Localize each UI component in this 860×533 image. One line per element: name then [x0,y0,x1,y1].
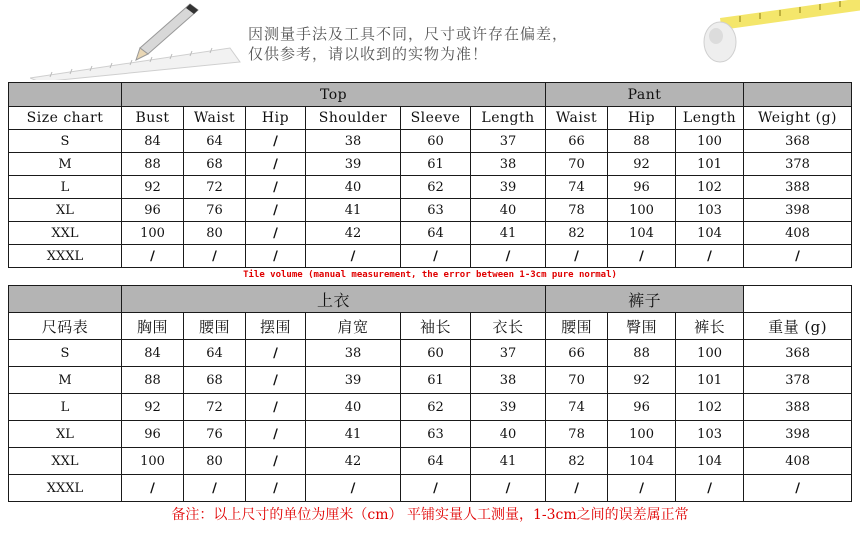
cell-waist: / [184,245,246,268]
cell-sleeve: / [401,475,471,502]
cell-shoulder: 41 [306,421,401,448]
cell-size: XXL [9,222,122,245]
group-header-row [9,83,852,107]
column-header-weight: Weight (g) [744,107,852,130]
cell-sleeve: 64 [401,448,471,475]
column-header-pant-hip: Hip [608,107,676,130]
cell-pant-waist: 78 [546,199,608,222]
cell-weight: 388 [744,176,852,199]
cell-waist: 76 [184,421,246,448]
table-row [9,421,852,448]
cell-sleeve: 60 [401,130,471,153]
cell-length: / [471,245,546,268]
cell-pant-waist: 78 [546,421,608,448]
column-header-row [9,107,852,130]
cell-bust: 88 [122,367,184,394]
cell-sleeve: 61 [401,367,471,394]
cell-sleeve: 63 [401,421,471,448]
cell-bust: / [122,245,184,268]
column-header-weight: 重量 (g) [744,313,852,340]
cell-pant-hip: 104 [608,222,676,245]
column-header-length: 衣长 [471,313,546,340]
cell-hip: / [246,367,306,394]
cell-weight: 368 [744,340,852,367]
cell-pant-hip: 96 [608,176,676,199]
cell-shoulder: 42 [306,222,401,245]
cell-weight: 398 [744,421,852,448]
cell-hip: / [246,448,306,475]
cell-pant-waist: 74 [546,394,608,421]
cell-shoulder: 39 [306,367,401,394]
cell-waist: 80 [184,222,246,245]
table-row [9,153,852,176]
cell-shoulder: 40 [306,394,401,421]
cell-bust: 100 [122,448,184,475]
cell-pant-length: 103 [676,421,744,448]
cell-bust: 100 [122,222,184,245]
cell-waist: 80 [184,448,246,475]
cell-length: 41 [471,448,546,475]
column-header-row [9,313,852,340]
table-row [9,367,852,394]
group-pant-header: Pant [546,83,744,107]
cell-hip: / [246,421,306,448]
header-blank-cell [744,286,852,313]
cell-length: 38 [471,153,546,176]
header-blank-cell [9,83,122,107]
cell-pant-hip: 96 [608,394,676,421]
notice-line-1: 因测量手法及工具不同，尺寸或许存在偏差， [248,25,569,43]
cell-sleeve: 60 [401,340,471,367]
cell-size: XL [9,199,122,222]
cell-weight: 368 [744,130,852,153]
cell-bust: 84 [122,340,184,367]
table-row [9,475,852,502]
cell-bust: 88 [122,153,184,176]
cell-shoulder: 38 [306,130,401,153]
cell-hip: / [246,222,306,245]
cell-waist: / [184,475,246,502]
cell-pant-length: 100 [676,340,744,367]
group-top-header: 上衣 [122,286,546,313]
group-top-header: Top [122,83,546,107]
size-chart-table-english [8,82,852,268]
cell-bust: / [122,475,184,502]
cell-hip: / [246,130,306,153]
cell-pant-length: 102 [676,176,744,199]
column-header-pant-length: 裤长 [676,313,744,340]
table-row [9,222,852,245]
cell-waist: 68 [184,153,246,176]
column-header-bust: Bust [122,107,184,130]
cell-length: 39 [471,394,546,421]
cell-pant-length: 101 [676,153,744,176]
table-row [9,340,852,367]
table-row [9,245,852,268]
column-header-hip: Hip [246,107,306,130]
cell-pant-length: 104 [676,222,744,245]
column-header-pant-length: Length [676,107,744,130]
cell-sleeve: 62 [401,176,471,199]
size-chart-table-chinese [8,285,852,502]
cell-pant-waist: 70 [546,153,608,176]
cell-length: 39 [471,176,546,199]
cell-length: 37 [471,130,546,153]
cell-weight: 388 [744,394,852,421]
cell-waist: 72 [184,176,246,199]
column-header-pant-waist: Waist [546,107,608,130]
cell-shoulder: 40 [306,176,401,199]
cell-pant-waist: 74 [546,176,608,199]
cell-sleeve: 63 [401,199,471,222]
cell-sleeve: 62 [401,394,471,421]
cell-shoulder: / [306,475,401,502]
cell-hip: / [246,153,306,176]
cell-hip: / [246,475,306,502]
cell-length: 37 [471,340,546,367]
cell-size: M [9,153,122,176]
cell-bust: 84 [122,130,184,153]
cell-pant-hip: 104 [608,448,676,475]
cell-weight: 408 [744,448,852,475]
cell-pant-waist: 66 [546,130,608,153]
cell-pant-length: 103 [676,199,744,222]
column-header-sleeve: 袖长 [401,313,471,340]
size-rows-english [9,130,852,268]
cell-hip: / [246,340,306,367]
column-header-size: 尺码表 [9,313,122,340]
cell-length: / [471,475,546,502]
table-row [9,394,852,421]
table-row [9,176,852,199]
cell-pant-waist: / [546,245,608,268]
cell-bust: 96 [122,421,184,448]
cell-length: 41 [471,222,546,245]
cell-shoulder: / [306,245,401,268]
cell-pant-hip: 92 [608,367,676,394]
pencil-icon [130,2,200,62]
cell-bust: 92 [122,394,184,421]
column-header-pant-hip: 臀围 [608,313,676,340]
cell-shoulder: 41 [306,199,401,222]
measuring-tape-icon [690,0,860,80]
cell-weight: / [744,245,852,268]
cell-bust: 96 [122,199,184,222]
column-header-length: Length [471,107,546,130]
cell-size: L [9,176,122,199]
cell-pant-length: 100 [676,130,744,153]
cell-sleeve: 64 [401,222,471,245]
column-header-shoulder: 肩宽 [306,313,401,340]
cell-hip: / [246,245,306,268]
cell-sleeve: 61 [401,153,471,176]
cell-pant-hip: / [608,245,676,268]
cell-pant-length: 101 [676,367,744,394]
cell-pant-hip: / [608,475,676,502]
column-header-shoulder: Shoulder [306,107,401,130]
cell-shoulder: 39 [306,153,401,176]
cell-length: 38 [471,367,546,394]
measurement-note-english: Tile volume (manual measurement, the error between 1-3cm pure normal) [243,270,617,280]
column-header-bust: 胸围 [122,313,184,340]
cell-waist: 72 [184,394,246,421]
table-row [9,199,852,222]
cell-weight: 398 [744,199,852,222]
cell-hip: / [246,394,306,421]
cell-weight: 378 [744,153,852,176]
cell-weight: 378 [744,367,852,394]
cell-length: 40 [471,421,546,448]
cell-size: S [9,130,122,153]
column-header-pant-waist: 腰围 [546,313,608,340]
cell-pant-hip: 92 [608,153,676,176]
cell-hip: / [246,176,306,199]
column-header-sleeve: Sleeve [401,107,471,130]
cell-waist: 68 [184,367,246,394]
cell-pant-length: / [676,245,744,268]
cell-shoulder: 42 [306,448,401,475]
group-header-row [9,286,852,313]
cell-length: 40 [471,199,546,222]
cell-pant-waist: 70 [546,367,608,394]
size-rows-chinese [9,340,852,502]
cell-size: M [9,367,122,394]
cell-size: XXL [9,448,122,475]
measurement-note-chinese: 备注：以上尺寸的单位为厘米（cm） 平铺实量人工测量，1-3cm之间的误差属正常 [171,507,689,523]
cell-weight: / [744,475,852,502]
cell-pant-waist: / [546,475,608,502]
cell-pant-hip: 88 [608,340,676,367]
header-blank-cell [9,286,122,313]
cell-size: XXXL [9,475,122,502]
column-header-waist: 腰围 [184,313,246,340]
cell-shoulder: 38 [306,340,401,367]
cell-pant-length: 102 [676,394,744,421]
cell-waist: 64 [184,130,246,153]
measurement-banner [0,0,860,80]
group-pant-header: 裤子 [546,286,744,313]
measurement-notice [248,24,568,64]
table-row [9,448,852,475]
notice-line-2: 仅供参考，请以收到的实物为准！ [248,45,489,63]
column-header-waist: Waist [184,107,246,130]
cell-weight: 408 [744,222,852,245]
cell-pant-hip: 100 [608,199,676,222]
cell-pant-waist: 82 [546,448,608,475]
cell-waist: 64 [184,340,246,367]
cell-pant-hip: 100 [608,421,676,448]
column-header-hem: 摆围 [246,313,306,340]
column-header-size: Size chart [9,107,122,130]
cell-pant-waist: 66 [546,340,608,367]
cell-pant-length: 104 [676,448,744,475]
cell-size: XL [9,421,122,448]
cell-size: S [9,340,122,367]
cell-pant-waist: 82 [546,222,608,245]
cell-bust: 92 [122,176,184,199]
cell-pant-hip: 88 [608,130,676,153]
cell-hip: / [246,199,306,222]
cell-size: L [9,394,122,421]
table-row [9,130,852,153]
cell-pant-length: / [676,475,744,502]
header-blank-cell [744,83,852,107]
cell-waist: 76 [184,199,246,222]
cell-size: XXXL [9,245,122,268]
cell-sleeve: / [401,245,471,268]
